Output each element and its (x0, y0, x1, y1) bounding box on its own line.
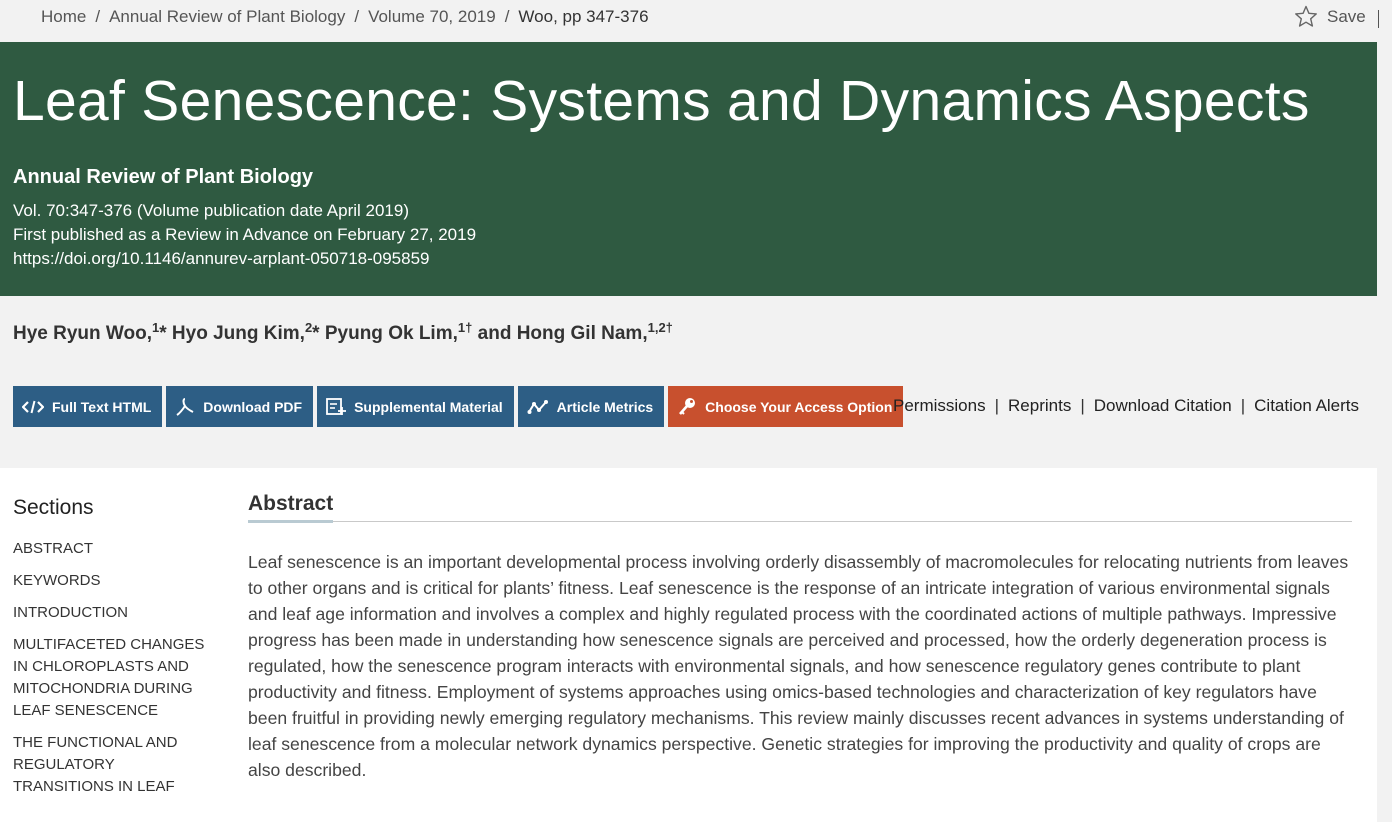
document-plus-icon (326, 398, 346, 416)
citation-alerts-link[interactable]: Citation Alerts (1254, 396, 1360, 415)
trend-line-icon (527, 399, 549, 415)
link-separator: | (1080, 396, 1085, 415)
journal-name: Annual Review of Plant Biology (13, 166, 314, 188)
breadcrumb-journal[interactable]: Annual Review of Plant Biology (109, 7, 346, 26)
breadcrumb-current: Woo, pp 347-376 (518, 7, 649, 26)
code-icon (22, 400, 44, 414)
save-button[interactable] (1294, 5, 1366, 28)
link-separator: | (994, 396, 1000, 415)
volume-info: Vol. 70:347-376 (Volume publication date April 2019) (13, 201, 409, 220)
article-title: Leaf Senescence: Systems and Dynamics Aspects (13, 69, 1310, 133)
pdf-icon (175, 397, 195, 417)
abstract-heading: Abstract (248, 492, 333, 523)
full-text-html-button[interactable]: Full Text HTML (13, 386, 162, 427)
star-outline-icon (1294, 5, 1318, 28)
breadcrumb-separator: / (95, 7, 101, 26)
doi-link[interactable]: https://doi.org/10.1146/annurev-arplant-050718-095859 (13, 249, 430, 268)
article-meta (13, 199, 476, 271)
published-info: First published as a Review in Advance on February 27, 2019 (13, 225, 477, 244)
article-links (893, 396, 1359, 416)
author-conjunction: and (477, 323, 512, 344)
key-icon (677, 397, 697, 417)
divider (1378, 10, 1379, 28)
author[interactable]: Hong Gil Nam,$^{1,2\dagger}$ (516, 320, 673, 344)
divider (248, 521, 1352, 522)
sections-heading: Sections (13, 496, 94, 519)
breadcrumb (41, 7, 649, 27)
download-citation-link[interactable]: Download Citation (1093, 396, 1232, 415)
supplemental-material-button[interactable]: Supplemental Material (317, 386, 514, 427)
sections-nav (13, 496, 213, 808)
author[interactable]: Hye Ryun Woo,$^1$* (13, 320, 167, 344)
permissions-link[interactable]: Permissions (893, 396, 986, 415)
abstract-section (248, 492, 1352, 783)
download-pdf-button[interactable]: Download PDF (166, 386, 313, 427)
author[interactable]: Pyung Ok Lim,$^{1\dagger}$ (324, 320, 473, 344)
breadcrumb-separator: / (504, 7, 510, 26)
section-link-chloroplasts[interactable]: MULTIFACETED CHANGES IN CHLOROPLASTS AND MITOCHONDRIA DURING LEAF SENESCENCE (13, 636, 205, 719)
link-separator: | (1240, 396, 1246, 415)
article-actions (13, 386, 907, 427)
top-bar (0, 0, 1392, 42)
breadcrumb-home[interactable]: Home (41, 7, 87, 26)
section-link-keywords[interactable]: KEYWORDS (13, 572, 101, 589)
article-metrics-button[interactable]: Article Metrics (518, 386, 664, 427)
article-header (0, 42, 1377, 296)
choose-access-option-button[interactable]: Choose Your Access Option (668, 386, 903, 427)
breadcrumb-volume[interactable]: Volume 70, 2019 (368, 7, 496, 26)
save-label: Save (1327, 6, 1366, 26)
abstract-text: Leaf senescence is an important developmental process involving orderly disassembly of macromolecules for relocating nutrients from leaves to other organs and is critical for plants’ fitness. Leaf senescence is the response of an intricate integration of various environmental signals and leaf age information and involves a complex and highly regulated process with the coordinated actions of multiple pathways. Impressive progress has been made in understanding how senescence signals are perceived and processed, how the orderly degeneration process is regulated, how the senescence program interacts with environmental signals, and how senescence regulatory genes contribute to plant productivity and fitness. Employment of systems approaches using omics-based technologies and characterization of key regulators have been fruitful in providing newly emerging regulatory mechanisms. This review mainly discusses recent advances in systems understanding of leaf senescence from a molecular network dynamics perspective. Genetic strategies for improving the productivity and quality of crops are also described. (248, 552, 1349, 780)
main-content (0, 468, 1377, 822)
reprints-link[interactable]: Reprints (1008, 396, 1072, 415)
section-link-transitions[interactable]: THE FUNCTIONAL AND REGULATORY TRANSITIONS IN LEAF (13, 734, 178, 795)
section-link-introduction[interactable]: INTRODUCTION (13, 604, 128, 621)
breadcrumb-separator: / (354, 7, 360, 26)
author-list (13, 320, 673, 345)
section-link-abstract[interactable]: ABSTRACT (13, 540, 94, 557)
author[interactable]: Hyo Jung Kim,$^2$* (171, 320, 320, 344)
